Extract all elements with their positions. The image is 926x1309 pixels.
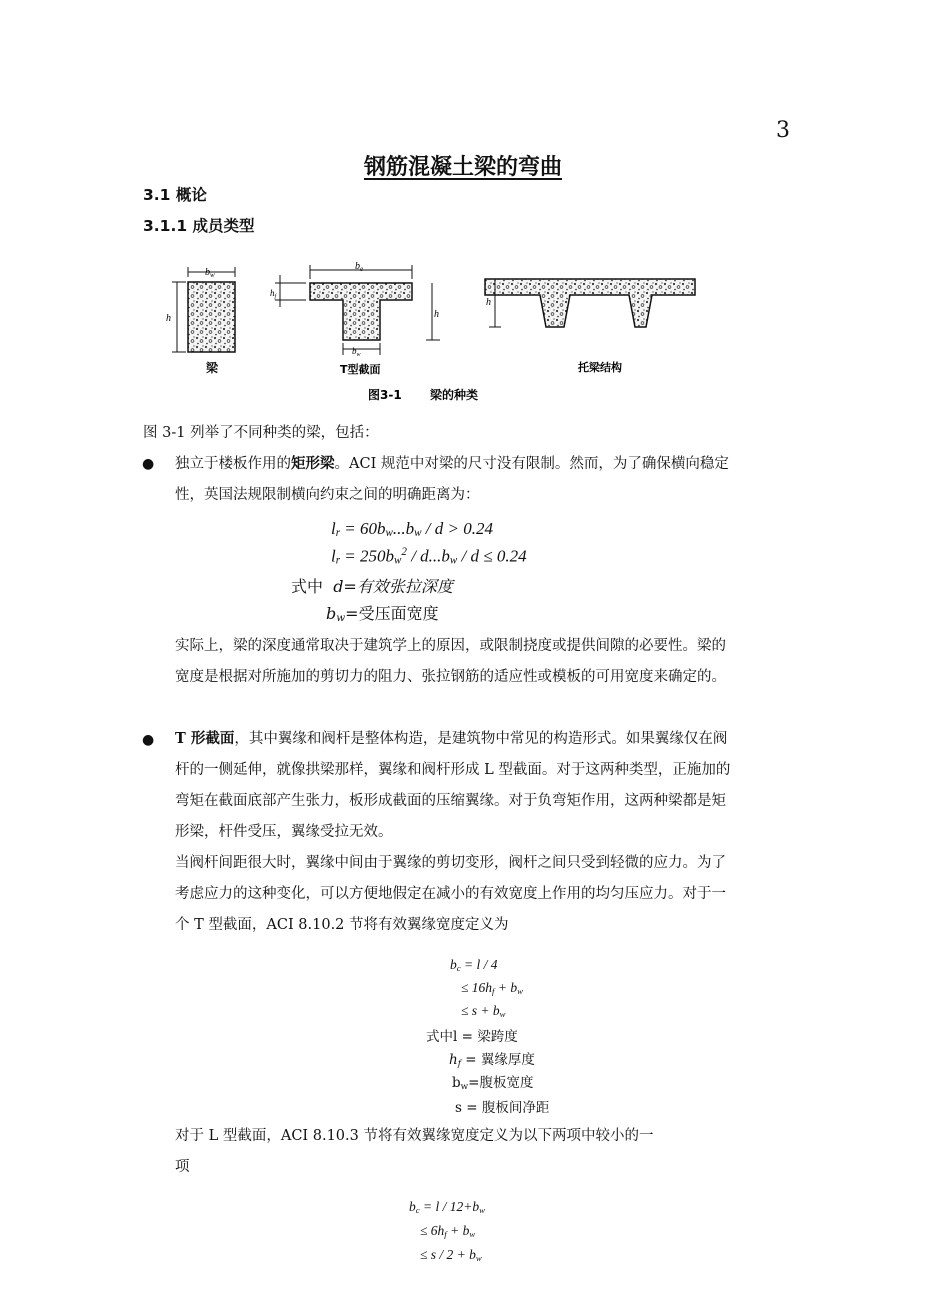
L-line2: 项 xyxy=(175,1159,190,1175)
intro-text: 图 3-1 列举了不同种类的梁，包括： xyxy=(143,425,379,441)
L-line1: 对于 L 型截面，ACI 8.10.3 节将有效翼缘宽度定义为以下两项中较小的一 xyxy=(175,1128,654,1144)
label-h-joist: h xyxy=(486,297,491,308)
figure-caption-text: 梁的种类 xyxy=(430,388,479,402)
t-section xyxy=(310,283,412,340)
label-bw-rect: $b_w$ xyxy=(205,267,215,279)
eqL-row1: $b_c = l / 12+b_w$ xyxy=(409,1199,485,1215)
bullet1-para-line2: 宽度是根据对所施加的剪切力的阻力、张拉钢筋的适应性或模板的可用宽度来确定的。 xyxy=(175,669,726,685)
bullet2-line5: 当阀杆间距很大时，翼缘中间由于翼缘的剪切变形，阀杆之间只受到轻微的应力。为了 xyxy=(175,855,726,871)
equation-2: $l_r = 250b_w^2 / d...b_w / d \le 0.24$ xyxy=(331,546,527,567)
bullet2-line7: 个 T 型截面，ACI 8.10.2 节将有效翼缘宽度定义为 xyxy=(175,917,509,933)
eqT-def2: $h_f$ = 翼缘厚度 xyxy=(449,1052,535,1069)
eqT-def4: s = 腹板间净距 xyxy=(455,1100,550,1116)
label-rect-beam: 梁 xyxy=(206,361,219,375)
equation-1: $l_r = 60b_w...b_w / d > 0.24$ xyxy=(331,519,493,539)
joist-section xyxy=(485,279,695,327)
bullet2-line2: 杆的一侧延伸，就像拱梁那样，翼缘和阀杆形成 L 型截面。对于这两种类型，正施加的 xyxy=(175,762,731,778)
label-bw-t: $b_w$ xyxy=(352,346,361,358)
rect-beam-section xyxy=(188,282,235,352)
eqT-def3: $b_w=$腹板宽度 xyxy=(452,1075,534,1092)
label-hf: $h_f$ xyxy=(270,288,277,300)
label-t-section: T型截面 xyxy=(340,363,381,376)
bullet1-para-line1: 实际上，梁的深度通常取决于建筑学上的原因，或限制挠度或提供间隙的必要性。梁的 xyxy=(175,638,726,654)
page-title: 钢筋混凝土梁的弯曲 xyxy=(363,155,562,180)
figure-beam-types xyxy=(150,255,710,410)
eqT-def1: 式中l = 梁跨度 xyxy=(426,1029,518,1045)
eqL-row2: ≤ $6h_f + b_w$ xyxy=(420,1223,476,1239)
eqL-row3: ≤ $s / 2 + b_w$ xyxy=(420,1247,482,1263)
bullet1-line2: 性，英国法规限制横向约束之间的明确距离为： xyxy=(175,487,480,503)
bullet2-line1: T 形截面，其中翼缘和阀杆是整体构造，是建筑物中常见的构造形式。如果翼缘仅在阀 xyxy=(175,730,728,747)
eqT-row3: ≤ $s + b_w$ xyxy=(461,1003,506,1019)
bullet-dot-1: ● xyxy=(142,456,155,472)
bullet-dot-2: ● xyxy=(142,732,155,748)
eqT-row2: ≤ $16h_f + b_w$ xyxy=(461,980,523,996)
heading-3-1: 3.1 概论 xyxy=(143,186,207,204)
bullet2-line6: 考虑应力的这种变化，可以方便地假定在减小的有效宽度上作用的均匀压应力。对于一 xyxy=(175,886,726,902)
label-h-rect: h xyxy=(166,313,171,324)
label-h-t: h xyxy=(434,309,439,320)
def-d: 式中 d=有效张拉深度 xyxy=(291,577,453,596)
def-bw: $b_w=$受压面宽度 xyxy=(326,604,439,624)
bullet2-line4: 形梁，杆件受压，翼缘受拉无效。 xyxy=(175,824,393,840)
eqT-row1: $b_c = l / 4$ xyxy=(450,957,498,973)
bullet2-line3: 弯矩在截面底部产生张力，板形成截面的压缩翼缘。对于负弯矩作用，这两种梁都是矩 xyxy=(175,793,726,809)
chapter-number: 3 xyxy=(776,118,790,143)
heading-3-1-1: 3.1.1 成员类型 xyxy=(143,217,255,235)
label-joist: 托梁结构 xyxy=(578,361,622,374)
bullet1-line1: 独立于楼板作用的矩形梁。ACI 规范中对梁的尺寸没有限制。然而，为了确保横向稳定 xyxy=(175,455,729,472)
figure-caption-number: 图3-1 xyxy=(368,388,402,402)
label-be: $b_e$ xyxy=(355,261,364,273)
